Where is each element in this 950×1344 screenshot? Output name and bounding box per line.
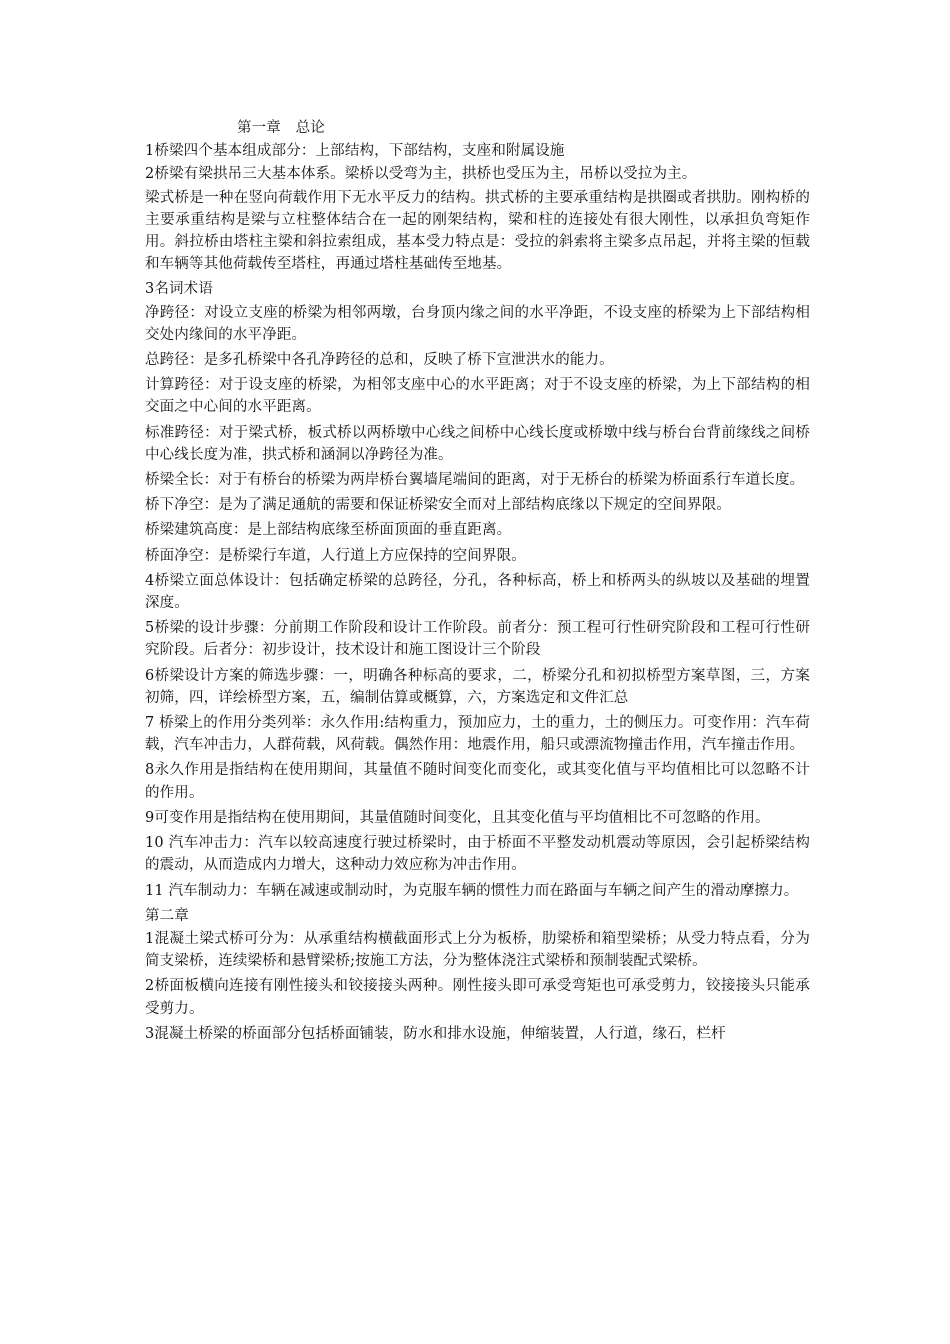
paragraph: 1混凝土梁式桥可分为：从承重结构横截面形式上分为板桥，肋梁桥和箱型梁桥；从受力特点看，分为简支梁桥，连续梁桥和悬臂梁桥;按施工方法，分为整体浇注式梁桥和预制装配式梁桥。: [145, 930, 810, 970]
chapter-heading: 第二章: [145, 907, 189, 924]
section-heading: 3名词术语: [145, 281, 213, 298]
paragraph: 净跨径：对设立支座的桥梁为相邻两墩，台身顶内缘之间的水平净距，不设支座的桥梁为上下部结构相交处内缘间的水平净距。: [145, 304, 810, 343]
document-page: [145, 117, 810, 1048]
paragraph: 5桥梁的设计步骤：分前期工作阶段和设计工作阶段。前者分：预工程可行性研究阶段和工程可行性研究阶段。后者分：初步设计，技术设计和施工图设计三个阶段: [145, 620, 810, 659]
paragraph: 10 汽车冲击力：汽车以较高速度行驶过桥梁时，由于桥面不平整发动机震动等原因，会引起桥梁结构的震动，从而造成内力增大，这种动力效应称为冲击作用。: [145, 835, 810, 874]
paragraph: 梁式桥是一种在竖向荷载作用下无水平反力的结构。拱式桥的主要承重结构是拱圈或者拱肋。刚构桥的主要承重结构是梁与立柱整体结合在一起的刚架结构，梁和柱的连接处有很大刚性，以承担负弯矩作用。斜拉桥由塔柱主梁和斜拉索组成，基本受力特点是：受拉的斜索将主梁多点吊起，并将主梁的恒载和车辆等其他荷载传至塔柱，再通过塔柱基础传至地基。: [145, 189, 810, 273]
paragraph: 2桥面板横向连接有刚性接头和铰接接头两种。刚性接头即可承受弯矩也可承受剪力，铰接接头只能承受剪力。: [145, 978, 810, 1017]
paragraph: 桥梁全长：对于有桥台的桥梁为两岸桥台翼墙尾端间的距离，对于无桥台的桥梁为桥面系行车道长度。: [145, 472, 805, 489]
paragraph: 7 桥梁上的作用分类列举：永久作用:结构重力，预加应力，土的重力，土的侧压力。可变作用：汽车荷载，汽车冲击力，人群荷载，风荷载。偶然作用：地震作用，船只或漂流物撞击作用，汽车撞击作用。: [145, 715, 810, 754]
paragraph: 3混凝土桥梁的桥面部分包括桥面铺装，防水和排水设施，伸缩装置，人行道，缘石，栏杆: [145, 1025, 726, 1042]
paragraph: 计算跨径：对于设支座的桥梁，为相邻支座中心的水平距离；对于不设支座的桥梁，为上下部结构的相交面之中心间的水平距离。: [145, 377, 810, 416]
paragraph: 11 汽车制动力：车辆在减速或制动时，为克服车辆的惯性力而在路面与车辆之间产生的滑动摩擦力。: [145, 882, 799, 899]
paragraph: 8永久作用是指结构在使用期间，其量值不随时间变化而变化，或其变化值与平均值相比可以忽略不计的作用。: [145, 762, 810, 801]
paragraph: 总跨径：是多孔桥梁中各孔净跨径的总和，反映了桥下宣泄洪水的能力。: [145, 352, 614, 369]
paragraph: 6桥梁设计方案的筛选步骤：一，明确各种标高的要求，二，桥梁分孔和初拟桥型方案草图，三，方案初筛，四，详绘桥型方案，五，编制估算或概算，六，方案选定和文件汇总: [145, 667, 810, 706]
paragraph: 4桥梁立面总体设计：包括确定桥梁的总跨径，分孔，各种标高，桥上和桥两头的纵坡以及基础的埋置深度。: [145, 572, 810, 612]
paragraph: 桥下净空：是为了满足通航的需要和保证桥梁安全而对上部结构底缘以下规定的空间界限。: [145, 497, 731, 514]
paragraph: 2桥梁有梁拱吊三大基本体系。梁桥以受弯为主，拱桥也受压为主，吊桥以受拉为主。: [145, 166, 697, 183]
paragraph: 桥面净空：是桥梁行车道，人行道上方应保持的空间界限。: [145, 547, 526, 564]
paragraph: 桥梁建筑高度：是上部结构底缘至桥面顶面的垂直距离。: [145, 522, 512, 539]
chapter-title: 第一章 总论: [237, 120, 325, 136]
paragraph: 1桥梁四个基本组成部分：上部结构，下部结构，支座和附属设施: [145, 143, 565, 160]
paragraph: 9可变作用是指结构在使用期间，其量值随时间变化，且其变化值与平均值相比不可忽略的作用。: [145, 809, 770, 826]
paragraph: 标准跨径：对于梁式桥，板式桥以两桥墩中心线之间桥中心线长度或桥墩中线与桥台台背前缘线之间桥中心线长度为准，拱式桥和涵洞以净跨径为准。: [145, 424, 810, 463]
